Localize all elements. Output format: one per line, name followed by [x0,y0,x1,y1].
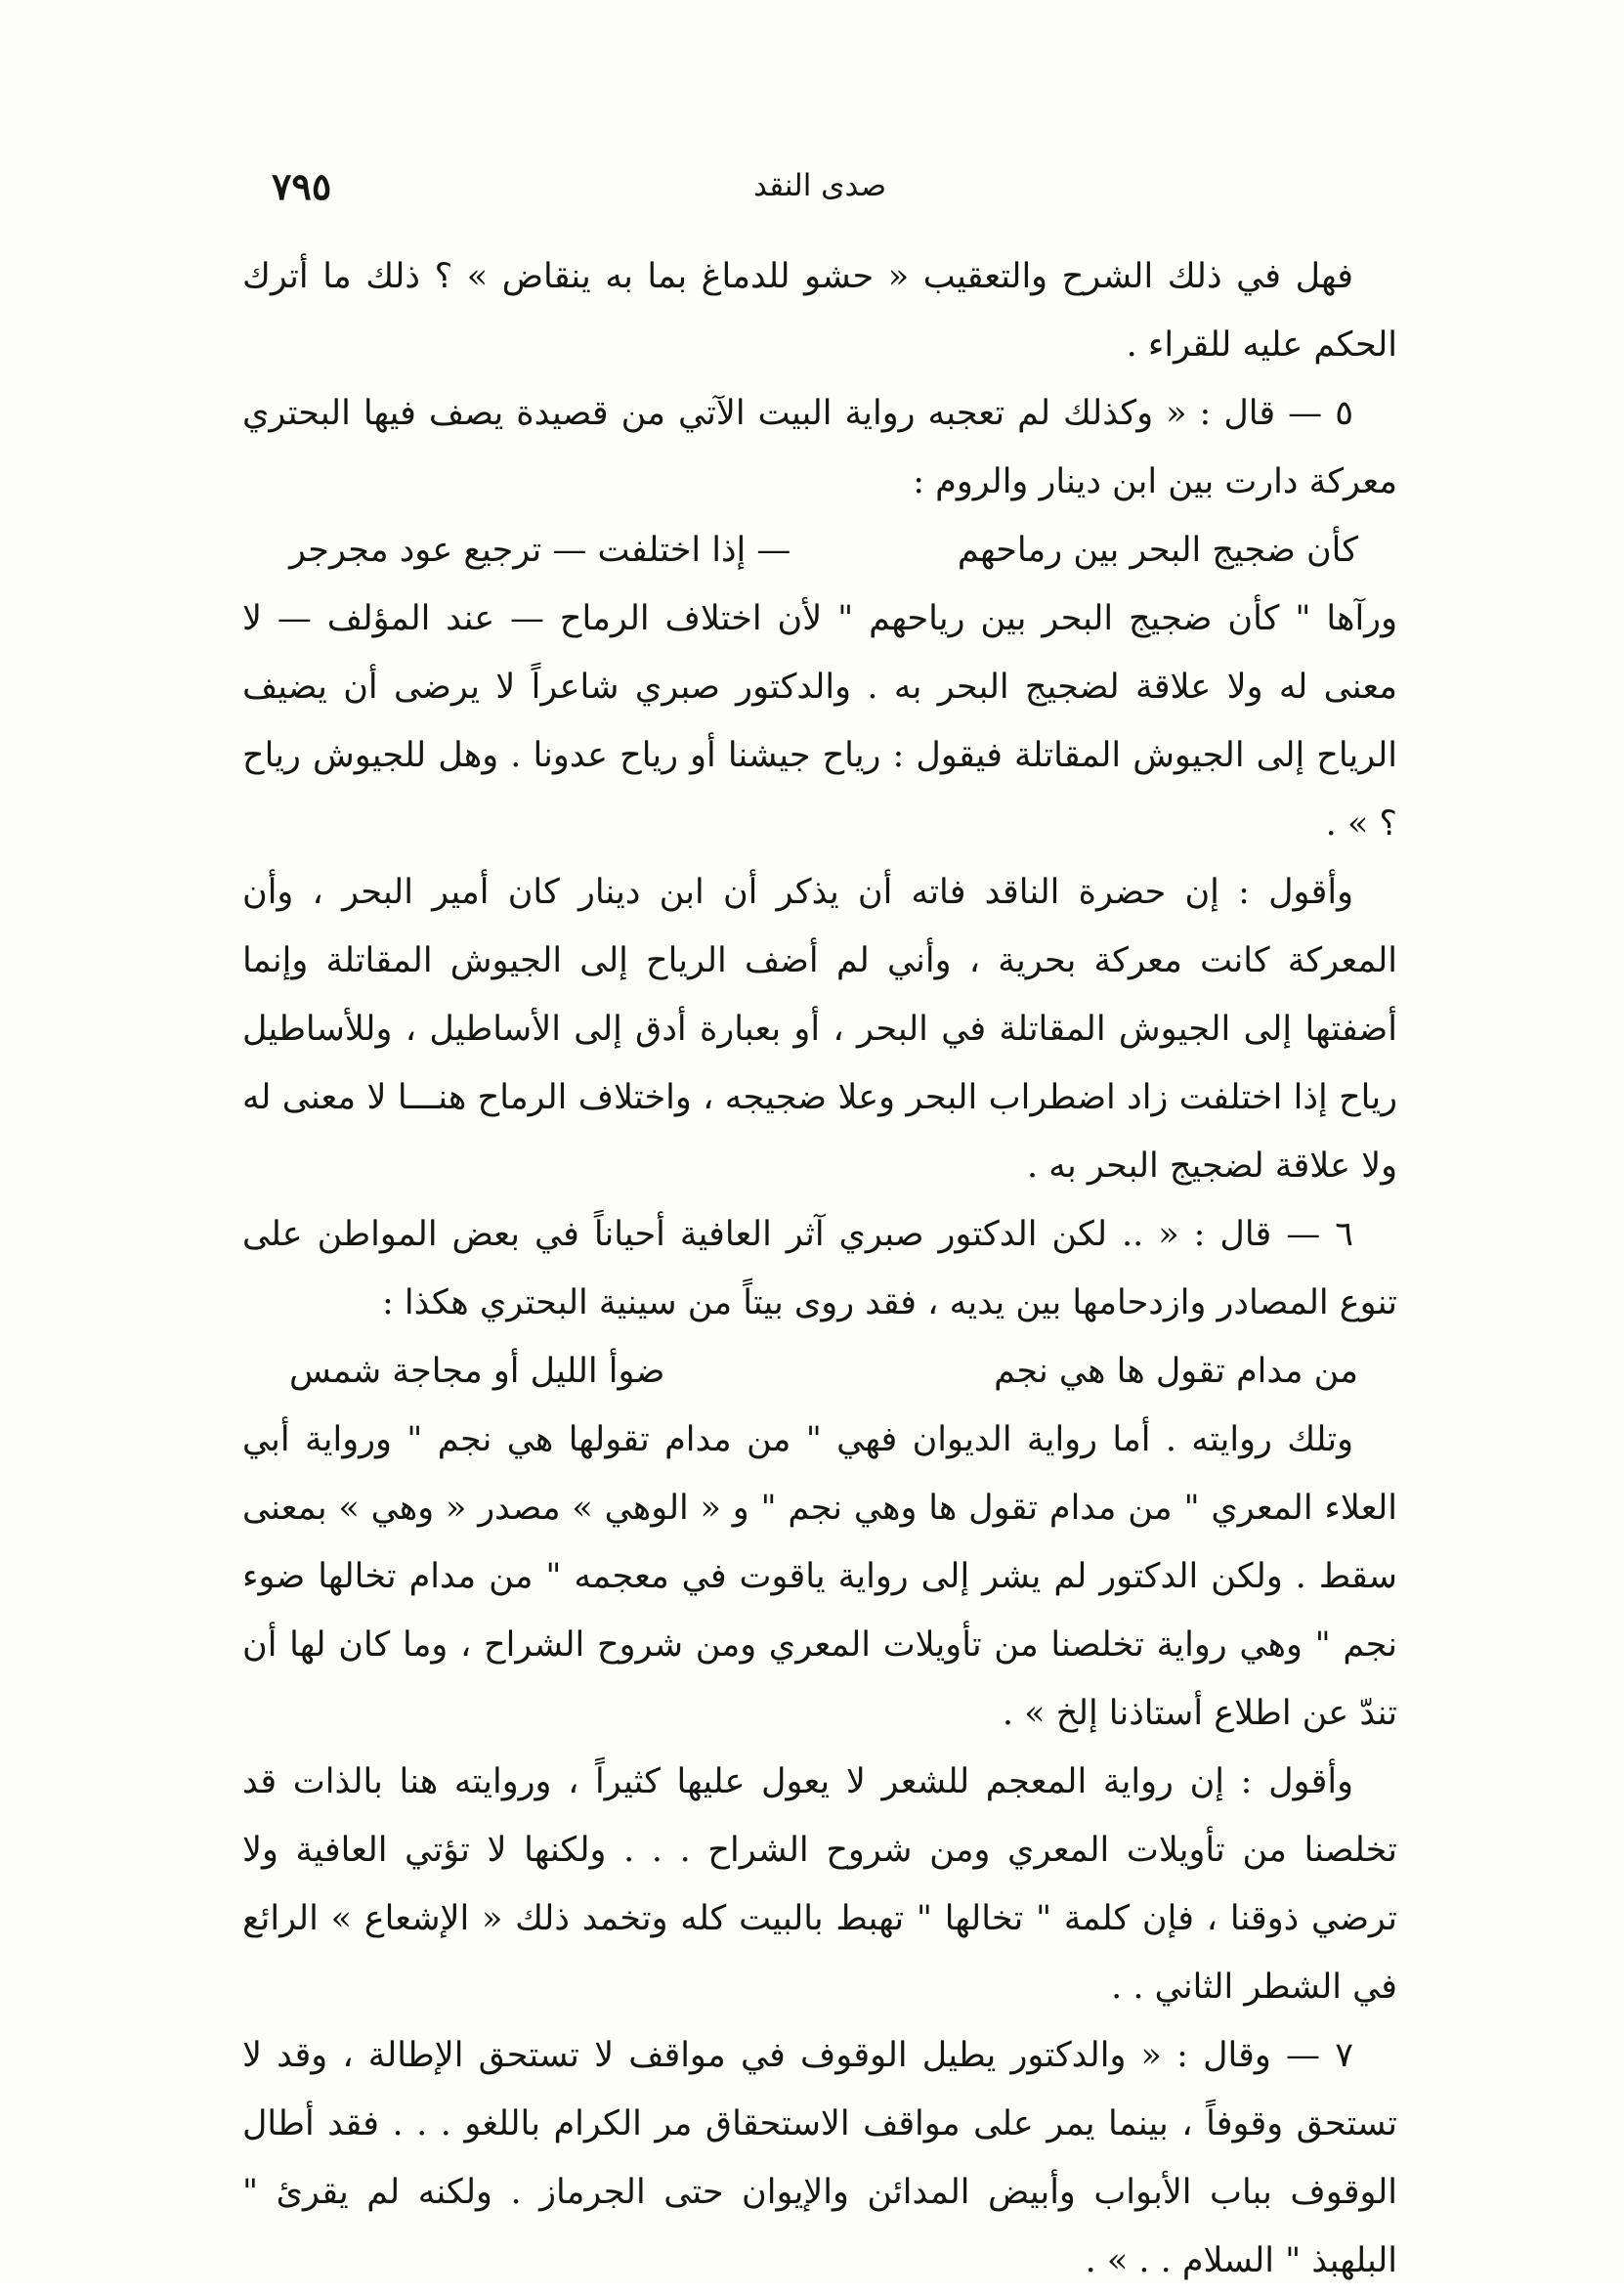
verse-first-hemistich: كأن ضجيج البحر بين رماحهم [957,531,1358,570]
paragraph-item-7-quote: ٧ — وقال : « والدكتور يطيل الوقوف في مواقف لا تستحق الإطالة ، وقد لا تستحق وقوفاً ، بينما يمر على مواقف الاستحقاق مر الكرام باللغو . . . فقد أطال الوقوف بباب الأبواب وأبيض المدائن والإيوان حتى الجرماز . ولكنه لم يقرئ " البلهبذ " السلام . . » . [242,2036,1397,2280]
running-title: صدى النقد [752,168,887,203]
paragraph-author-reply-5: وأقول : إن حضرة الناقد فاته أن يذكر أن ابن دينار كان أمير البحر ، وأن المعركة كانت معركة بحرية ، وأني لم أضف الرياح إلى الجيوش المقاتلة وإنما أضفتها إلى الجيوش المقاتلة في البحر ، أو بعبارة أدق إلى الأساطيل ، وللأساطيل رياح إذا اختلفت زاد اضطراب البحر وعلا ضجيجه ، واختلاف الرماح هنـــا لا معنى له ولا علاقة لضجيج البحر به . [242,873,1397,1186]
body-text [242,242,1397,2295]
page-number: ٧٩٥ [272,164,332,208]
verse-second-hemistich: ضوأ الليل أو مجاجة شمس [289,1352,665,1391]
verse-buhturi-wine [242,1337,1397,1406]
paragraph-item-6-quote: ٦ — قال : « .. لكن الدكتور صبري آثر العافية أحياناً في بعض المواطن على تنوع المصادر وازدحامها بين يديه ، فقد روى بيتاً من سينية البحتري هكذا : [242,1215,1397,1322]
paragraph-conclusion-judgment: فهل في ذلك الشرح والتعقيب « حشو للدماغ بما به ينقاض » ؟ ذلك ما أترك الحكم عليه للقراء . [242,257,1397,365]
paragraph-author-reply-6: وأقول : إن رواية المعجم للشعر لا يعول عليها كثيراً ، وروايته هنا بالذات قد تخلصنا من تأويلات المعري ومن شروح الشراح . . . ولكنها لا تؤتي العافية ولا ترضي ذوقنا ، فإن كلمة " تخالها " تهبط بالبيت كله وتخمد ذلك « الإشعاع » الرائع في الشطر الثاني . . [242,1762,1397,2007]
page-header [242,164,1397,223]
verse-first-hemistich: من مدام تقول ها هي نجم [994,1352,1358,1391]
verse-second-hemistich: — إذا اختلفت — ترجيع عود مجرجر [289,531,791,570]
paragraph-riwaya-discussion: وتلك روايته . أما رواية الديوان فهي " من مدام تقولها هي نجم " ورواية أبي العلاء المعري " من مدام تقول ها وهي نجم " و « الوهي » مصدر « وهي » بمعنى سقط . ولكن الدكتور لم يشر إلى رواية ياقوت في معجمه " من مدام تخالها ضوء نجم " وهي رواية تخلصنا من تأويلات المعري ومن شروح الشراح ، وما كان لها أن تندّ عن اطلاع أستاذنا إلخ » . [242,1420,1397,1733]
verse-buhturi-sea [242,516,1397,585]
paragraph-item-5-quote: ٥ — قال : « وكذلك لم تعجبه رواية البيت الآتي من قصيدة يصف فيها البحتري معركة دارت بين ابن دينار والروم : [242,394,1397,501]
paragraph-critic-objection: ورآها " كأن ضجيج البحر بين رياحهم " لأن اختلاف الرماح — عند المؤلف — لا معنى له ولا علاقة لضجيج البحر به . والدكتور صبري شاعراً لا يرضى أن يضيف الرياح إلى الجيوش المقاتلة فيقول : رياح جيشنا أو رياح عدونا . وهل للجيوش رياح ؟ » . [242,599,1397,844]
